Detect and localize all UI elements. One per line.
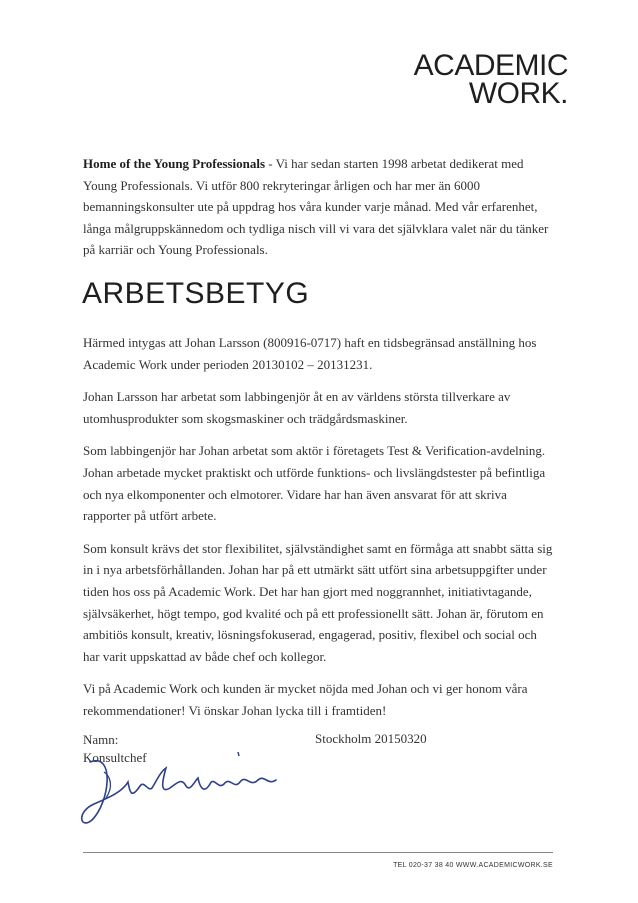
paragraph-role: Johan Larsson har arbetat som labbingenjör åt en av världens största tillverkare av utomhusprodukter som skogsmaskiner och trädgårdsmaskiner. [83,389,511,426]
paragraph-qualities: Som konsult krävs det stor flexibilitet, självständighet samt en förmåga att snabbt sätta sig in i nya arbetsförhållanden. Johan har på ett utmärkt sätt utfört sina arbetsuppgifter under tiden hos oss på Academic Work. Det har han gjort med noggrannhet, initiativtagande, självsäkerhet, högt tempo, god kvalité och på ett professionellt sätt. Johan är, förutom en ambitiös konsult, kreativ, lösningsfokuserad, engagerad, positiv, flexibel och social och har varit uppskattad av både chef och kollegor. [83,540,553,664]
signatory-title: Konsultchef [83,750,147,765]
paragraph-duties: Som labbingenjör har Johan arbetat som aktör i företagets Test & Verification-avdelning. Johan arbetade mycket praktiskt och utförde funktions- och livslängdstester på befintliga och nya elkomponenter och elmotorer. Vidare har han även ansvarat för att skriva rapporter på utfört arbete. [83,443,546,524]
paragraph-employment: Härmed intygas att Johan Larsson (800916-0717) haft en tidsbegränsad anställning hos Academic Work under perioden 20130102 – 20131231. [83,335,537,372]
paragraph-recommendation: Vi på Academic Work och kunden är mycket nöjda med Johan och vi ger honom våra rekommendationer! Vi önskar Johan lycka till i framtiden! [83,681,528,718]
logo-line-2: WORK. [468,77,568,110]
certificate-body [83,332,553,733]
intro-bold-title: Home of the Young Professionals [83,156,265,171]
handwritten-signature [70,742,300,832]
intro-text: - Vi har sedan starten 1998 arbetat dedikerat med Young Professionals. Vi utför 800 rekryteringar årligen och har mer än 6000 bemanningskonsulter ute på uppdrag hos våra kunder varje månad. Med vår erfarenhet, långa målgruppskännedom och tydliga nisch vill vi vara det självklara valet när du tänker på karriär och Young Professionals. [83,156,549,258]
place-date: Stockholm 20150320 [315,731,427,746]
logo-line-1: ACADEMIC [413,49,568,82]
footer-contact: TEL 020-37 38 40 WWW.ACADEMICWORK.SE [393,862,553,869]
intro-paragraph [83,153,553,261]
page-title: ARBETSBETYG [82,277,310,310]
footer-divider [83,852,553,853]
name-label: Namn: [83,732,119,747]
academic-work-logo [368,49,568,110]
